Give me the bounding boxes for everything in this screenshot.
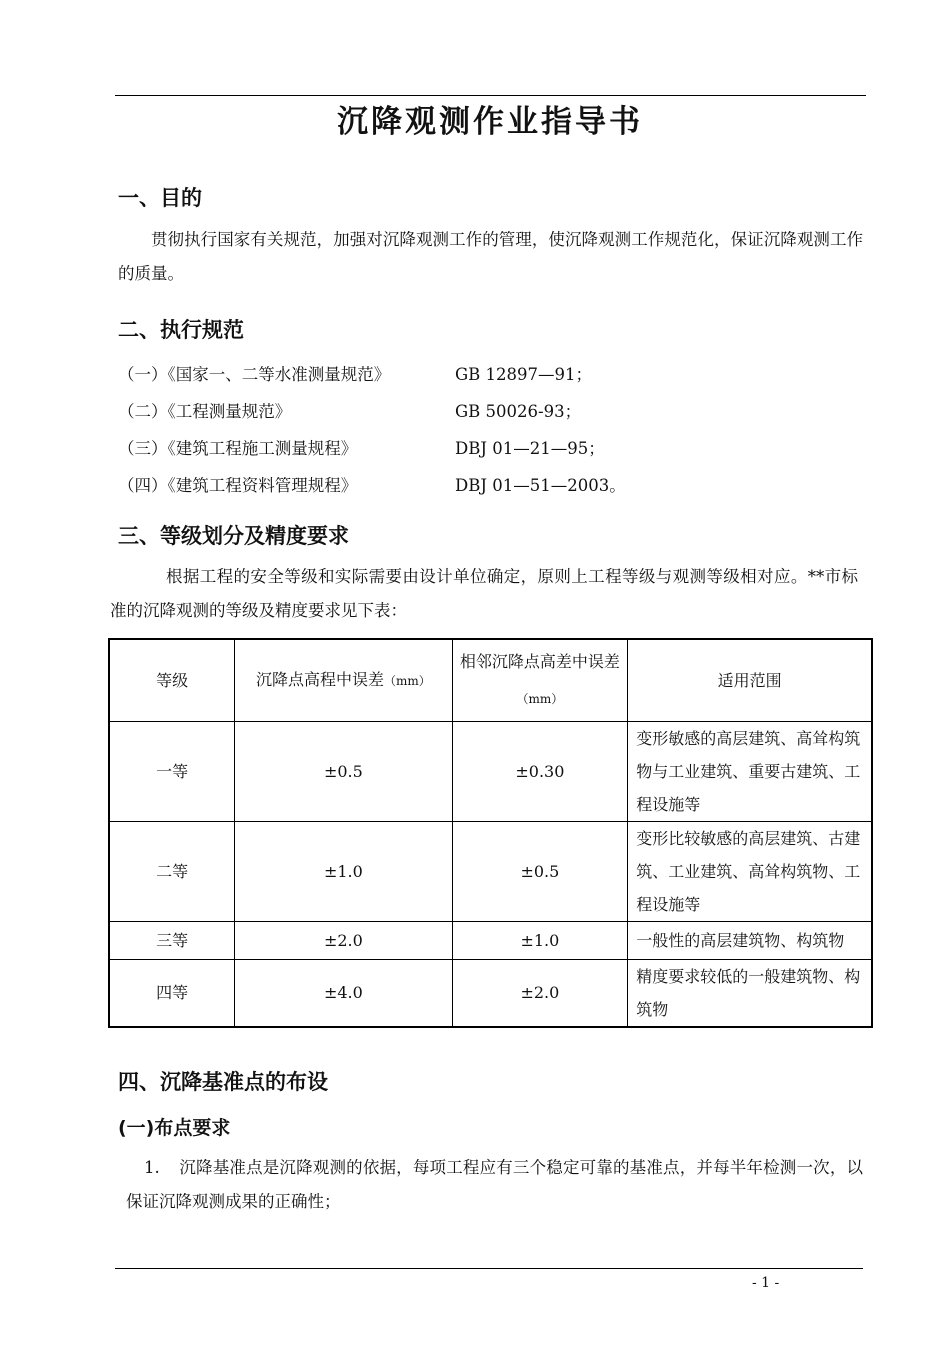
table-row (109, 721, 872, 821)
document-title: 沉降观测作业指导书 (337, 104, 643, 140)
cell-grade: 一等 (109, 721, 235, 821)
standard-label: （二）《工程测量规范》 (118, 402, 292, 421)
table-row (109, 921, 872, 959)
cell-scope: 变形比较敏感的高层建筑、古建筑、工业建筑、高耸构筑物、工程设施等 (628, 821, 872, 921)
header-adjacent-error (452, 639, 628, 721)
standard-item (118, 435, 605, 459)
header-adjacent-error-label: 相邻沉降点高差中误差 (459, 651, 620, 671)
header-scope: 适用范围 (628, 639, 872, 721)
purpose-text: 贯彻执行国家有关规范，加强对沉降观测工作的管理，使沉降观测工作规范化，保证沉降观测工作的质量。 (118, 230, 863, 283)
standard-item (118, 361, 593, 385)
standard-item (118, 398, 582, 422)
grades-table (108, 638, 873, 1028)
standard-label: （三）《建筑工程施工测量规程》 (118, 439, 358, 458)
cell-grade: 二等 (109, 821, 235, 921)
header-grade: 等级 (109, 639, 235, 721)
cell-adjacent-error: ±0.30 (452, 721, 628, 821)
standard-code: DBJ 01—51—2003。 (455, 476, 626, 495)
cell-point-error: ±2.0 (235, 921, 452, 959)
cell-point-error: ±1.0 (235, 821, 452, 921)
header-point-error-label: 沉降点高程中误差 (255, 669, 384, 689)
benchmark-item-number: 1. (144, 1158, 160, 1177)
section-heading-standards: 二、执行规范 (118, 318, 244, 342)
cell-adjacent-error: ±2.0 (452, 959, 628, 1027)
page-number: - 1 - (752, 1275, 780, 1291)
cell-point-error: ±4.0 (235, 959, 452, 1027)
cell-scope: 一般性的高层建筑物、构筑物 (628, 921, 872, 959)
section-heading-grades: 三、等级划分及精度要求 (118, 524, 349, 548)
cell-adjacent-error: ±0.5 (452, 821, 628, 921)
header-point-error (235, 639, 452, 721)
cell-scope: 变形敏感的高层建筑、高耸构筑物与工业建筑、重要古建筑、工程设施等 (628, 721, 872, 821)
cell-scope: 精度要求较低的一般建筑物、构筑物 (628, 959, 872, 1027)
standard-code: GB 50026-93； (455, 402, 582, 421)
header-adjacent-error-unit: （mm） (516, 691, 564, 706)
benchmark-item-1 (126, 1151, 863, 1219)
table-row (109, 959, 872, 1027)
footer-rule (115, 1268, 863, 1269)
subsection-heading-layout: (一)布点要求 (118, 1117, 231, 1139)
standard-code: GB 12897—91； (455, 365, 593, 384)
purpose-paragraph (118, 223, 863, 291)
cell-grade: 三等 (109, 921, 235, 959)
cell-grade: 四等 (109, 959, 235, 1027)
standard-label: （一）《国家一、二等水准测量规范》 (118, 365, 391, 384)
standard-item (118, 472, 626, 496)
standard-label: （四）《建筑工程资料管理规程》 (118, 476, 358, 495)
benchmark-item-text: 沉降基准点是沉降观测的依据，每项工程应有三个稳定可靠的基准点，并每半年检测一次，以保证沉降观测成果的正确性； (126, 1158, 864, 1211)
standard-code: DBJ 01—21—95； (455, 439, 605, 458)
table-row (109, 821, 872, 921)
section-heading-purpose: 一、目的 (118, 186, 202, 210)
table-header-row (109, 639, 872, 721)
cell-adjacent-error: ±1.0 (452, 921, 628, 959)
header-point-error-unit: （mm） (384, 673, 431, 688)
cell-point-error: ±0.5 (235, 721, 452, 821)
grades-text: 根据工程的安全等级和实际需要由设计单位确定，原则上工程等级与观测等级相对应。**市标准的沉降观测的等级及精度要求见下表： (110, 567, 858, 620)
section-heading-benchmarks: 四、沉降基准点的布设 (118, 1070, 328, 1094)
grades-paragraph (110, 560, 858, 628)
